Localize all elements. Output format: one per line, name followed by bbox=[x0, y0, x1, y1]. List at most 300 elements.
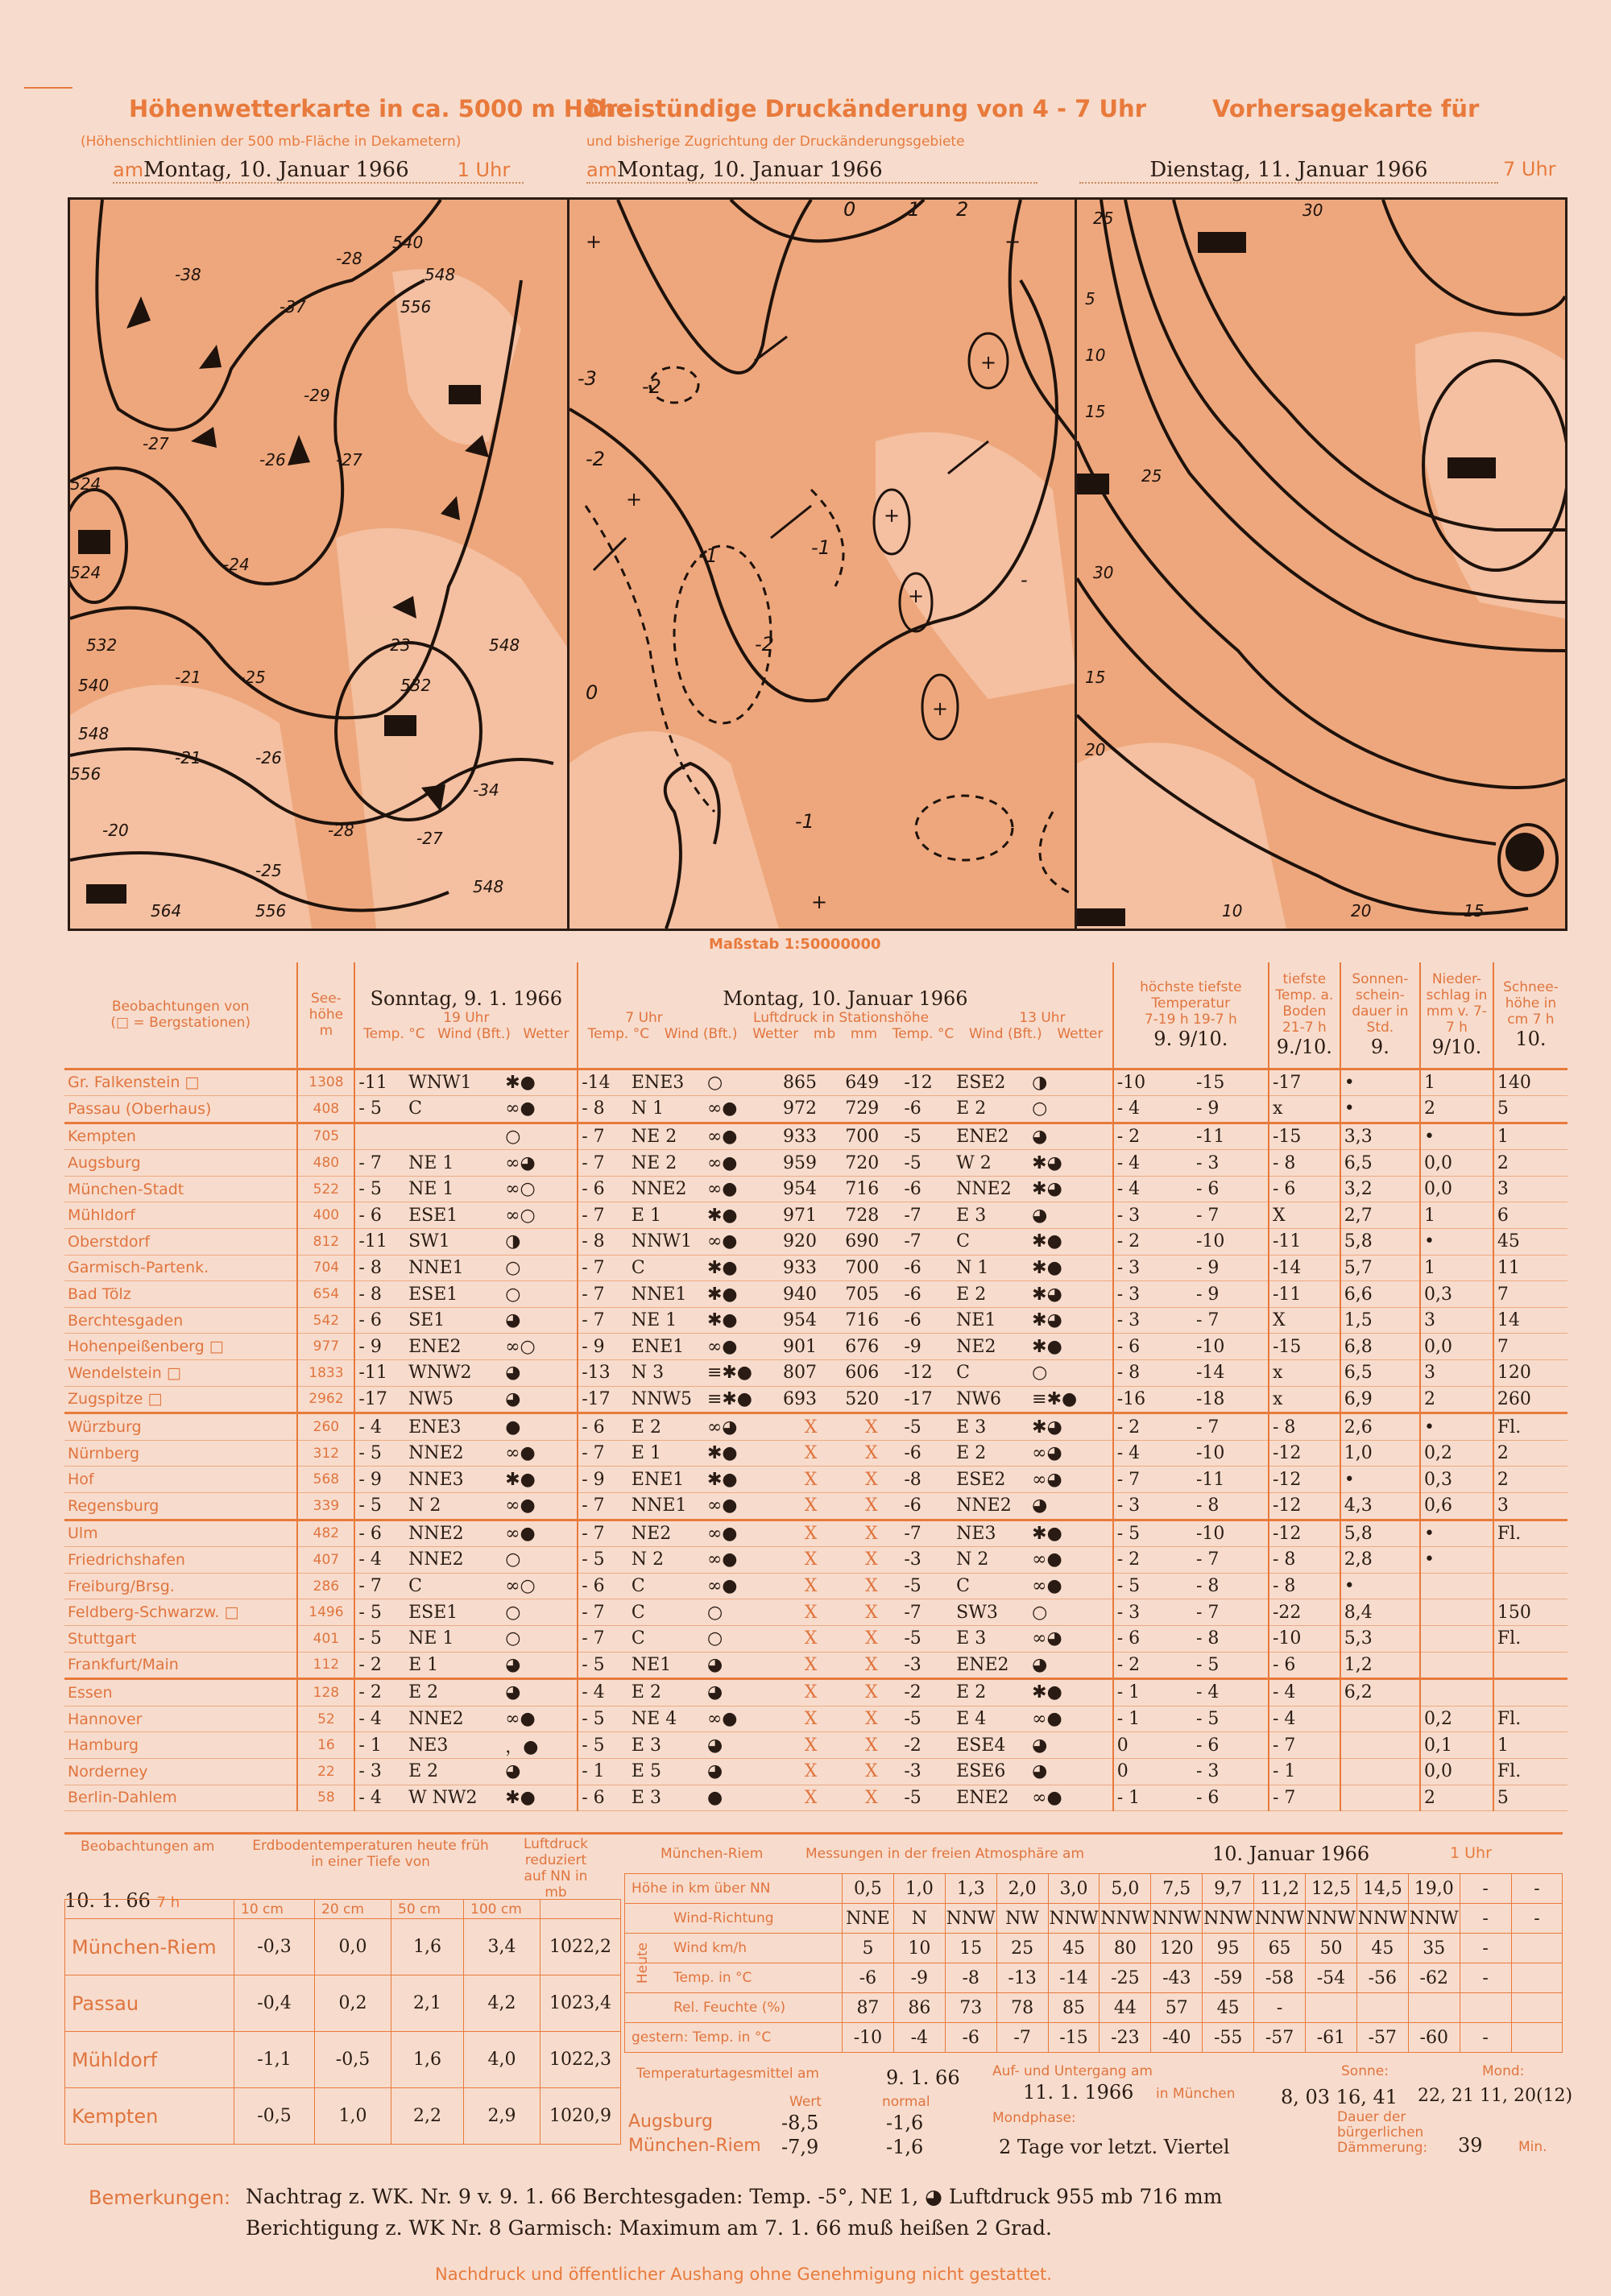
cell-sun: 6,5 bbox=[1340, 1150, 1420, 1177]
sunshine-day: 9. bbox=[1370, 1036, 1389, 1059]
cell-w7: NE 2 bbox=[628, 1123, 704, 1150]
cell-t13: -7 bbox=[901, 1599, 953, 1626]
cell-w7: NNE2 bbox=[628, 1176, 704, 1202]
cell-t13: -9 bbox=[901, 1334, 953, 1360]
soil-station-name: Kempten bbox=[65, 2088, 234, 2145]
cell-wx19: ∞● bbox=[502, 1440, 578, 1467]
cell-mb: 933 bbox=[780, 1255, 842, 1281]
cell-h: 128 bbox=[297, 1679, 354, 1706]
depth-20: 20 cm bbox=[315, 1900, 391, 1919]
cell-t19: - 3 bbox=[354, 1758, 405, 1785]
cell-w13: ESE2 bbox=[953, 1467, 1029, 1493]
cell-tmin: -11 bbox=[1193, 1123, 1269, 1150]
cell-w7: C bbox=[628, 1625, 704, 1652]
cell-tmax: - 4 bbox=[1113, 1440, 1193, 1467]
cell-w13: E 4 bbox=[953, 1706, 1029, 1732]
remarks-line-2: Berichtigung z. WK Nr. 8 Garmisch: Maximum am 7. 1. 66 muß heißen 2 Grad. bbox=[246, 2216, 1052, 2240]
soil-temp-value: 4,0 bbox=[464, 2032, 540, 2088]
cell-w13: NNE2 bbox=[953, 1493, 1029, 1520]
cell-w7: C bbox=[628, 1573, 704, 1599]
cell-wx19: ∞○ bbox=[502, 1202, 578, 1229]
cell-mm: X bbox=[842, 1706, 901, 1732]
cell-w13: ESE2 bbox=[953, 1069, 1029, 1096]
cell-tmin: - 3 bbox=[1193, 1150, 1269, 1177]
cell-tmax: - 6 bbox=[1113, 1625, 1193, 1652]
cell-sun: 1,5 bbox=[1340, 1307, 1420, 1334]
cell-tg: - 8 bbox=[1269, 1413, 1340, 1441]
cell-tg: -22 bbox=[1269, 1599, 1340, 1626]
cell-t13: -2 bbox=[901, 1732, 953, 1759]
cell-tmax: - 4 bbox=[1113, 1096, 1193, 1123]
cell-sn: 3 bbox=[1493, 1176, 1568, 1202]
aloft-body bbox=[625, 1874, 1563, 2053]
station-row bbox=[64, 1625, 1568, 1652]
aloft-value: - bbox=[1511, 1874, 1563, 1904]
station-row bbox=[64, 1360, 1568, 1387]
svg-text:+: + bbox=[884, 504, 901, 527]
station-row bbox=[64, 1467, 1568, 1493]
cell-sn: 5 bbox=[1493, 1096, 1568, 1123]
svg-text:-26: -26 bbox=[259, 450, 286, 470]
aloft-row-label: Temp. in °C bbox=[625, 1963, 843, 1993]
snow-label: Schnee-höhe in cm 7 h bbox=[1503, 979, 1559, 1028]
cell-sn: 6 bbox=[1493, 1202, 1568, 1229]
cell-tg: -15 bbox=[1269, 1334, 1340, 1360]
station-name: Augsburg bbox=[64, 1150, 297, 1177]
soil-station-name: Passau bbox=[65, 1975, 234, 2032]
cell-w19: C bbox=[405, 1573, 502, 1599]
cell-mb: 807 bbox=[780, 1360, 842, 1387]
svg-text:10: 10 bbox=[1222, 901, 1243, 920]
cell-tmax: 0 bbox=[1113, 1732, 1193, 1759]
cell-tmin: - 6 bbox=[1193, 1785, 1269, 1811]
station-row bbox=[64, 1096, 1568, 1123]
svg-text:5: 5 bbox=[1085, 289, 1095, 308]
cell-w13: W 2 bbox=[953, 1150, 1029, 1177]
height-col-header bbox=[297, 962, 354, 1069]
cell-wx13: ✱◕ bbox=[1029, 1176, 1113, 1202]
cell-t19: - 5 bbox=[354, 1493, 405, 1520]
station-row bbox=[64, 1386, 1568, 1413]
cell-h: 812 bbox=[297, 1229, 354, 1256]
cell-mb: 901 bbox=[780, 1334, 842, 1360]
aloft-row-dir bbox=[625, 1904, 1563, 1934]
soil-temp-value: 4,2 bbox=[464, 1975, 540, 2032]
aloft-row-label: Wind-Richtung bbox=[625, 1904, 843, 1934]
cell-sun: • bbox=[1340, 1467, 1420, 1493]
aloft-time: 1 Uhr bbox=[1450, 1844, 1492, 1862]
upper-air-map bbox=[68, 197, 572, 931]
cell-tmax: - 3 bbox=[1113, 1202, 1193, 1229]
cell-w19: NE 1 bbox=[405, 1625, 502, 1652]
aloft-value: - bbox=[1460, 1904, 1511, 1934]
station-row bbox=[64, 1732, 1568, 1759]
cell-t13: -5 bbox=[901, 1123, 953, 1150]
cell-wx19: ○ bbox=[502, 1547, 578, 1574]
ground-span: 21-7 h bbox=[1282, 1020, 1327, 1036]
station-name: Hof bbox=[64, 1467, 297, 1493]
aloft-value bbox=[1356, 1993, 1408, 2023]
cell-sun: 6,5 bbox=[1340, 1360, 1420, 1387]
svg-text:15: 15 bbox=[1085, 668, 1106, 687]
cell-sun: • bbox=[1340, 1573, 1420, 1599]
cell-wx13: ✱● bbox=[1029, 1520, 1113, 1547]
mean-row-augsburg: Augsburg bbox=[628, 2112, 713, 2132]
aloft-value: NNW bbox=[1100, 1904, 1151, 1934]
station-row bbox=[64, 1706, 1568, 1732]
twilight-unit: Min. bbox=[1518, 2139, 1547, 2155]
cell-wx19: ○ bbox=[502, 1625, 578, 1652]
cell-t7: - 7 bbox=[578, 1440, 628, 1467]
temp-label: Temp. °C bbox=[892, 1026, 955, 1043]
cell-mb: 972 bbox=[780, 1096, 842, 1123]
svg-text:-1: -1 bbox=[811, 536, 830, 559]
cell-t7: - 7 bbox=[578, 1123, 628, 1150]
cell-wx19: ∞○ bbox=[502, 1176, 578, 1202]
cell-tmax: - 1 bbox=[1113, 1785, 1193, 1811]
cell-pr bbox=[1420, 1599, 1493, 1626]
aloft-row-yest bbox=[625, 2023, 1563, 2053]
aloft-value: -4 bbox=[893, 2023, 945, 2053]
aloft-row-speed bbox=[625, 1934, 1563, 1963]
cell-wx7: ○ bbox=[704, 1599, 780, 1626]
aloft-value: 57 bbox=[1151, 1993, 1203, 2023]
cell-sun: 5,7 bbox=[1340, 1255, 1420, 1281]
cell-tmax: - 1 bbox=[1113, 1706, 1193, 1732]
remarks-label: Bemerkungen: bbox=[89, 2186, 231, 2209]
aloft-value bbox=[1511, 1993, 1563, 2023]
cell-pr: 0,3 bbox=[1420, 1281, 1493, 1308]
svg-text:-28: -28 bbox=[328, 821, 354, 840]
cell-w7: E 2 bbox=[628, 1413, 704, 1441]
max-label: höchste bbox=[1140, 979, 1195, 996]
cell-w7: NE1 bbox=[628, 1652, 704, 1679]
cell-t19: - 4 bbox=[354, 1547, 405, 1574]
cell-mm: X bbox=[842, 1732, 901, 1759]
svg-text:25: 25 bbox=[1141, 466, 1162, 486]
cell-wx19: ∞● bbox=[502, 1493, 578, 1520]
cell-t19: - 7 bbox=[354, 1150, 405, 1177]
cell-wx13: ◕ bbox=[1029, 1202, 1113, 1229]
station-name: Friedrichshafen bbox=[64, 1547, 297, 1574]
aloft-station: München-Riem bbox=[661, 1846, 764, 1862]
cell-mm: X bbox=[842, 1573, 901, 1599]
cell-t19: - 5 bbox=[354, 1625, 405, 1652]
cell-mb: X bbox=[780, 1493, 842, 1520]
cell-pr: 0,2 bbox=[1420, 1440, 1493, 1467]
aloft-value: 85 bbox=[1048, 1993, 1100, 2023]
reduced-pressure-value: 1020,9 bbox=[540, 2088, 621, 2145]
aloft-value bbox=[1460, 1993, 1511, 2023]
cell-w13: E 2 bbox=[953, 1281, 1029, 1308]
obs-header-row bbox=[64, 962, 1568, 1069]
cell-h: 112 bbox=[297, 1652, 354, 1679]
cell-tg: X bbox=[1269, 1307, 1340, 1334]
cell-wx7: ∞● bbox=[704, 1493, 780, 1520]
cell-mb: 954 bbox=[780, 1176, 842, 1202]
cell-mb: X bbox=[780, 1732, 842, 1759]
forecast-map bbox=[1075, 197, 1568, 931]
cell-w19: NW5 bbox=[405, 1386, 502, 1413]
cell-w19: NNE2 bbox=[405, 1440, 502, 1467]
soil-station-name: München-Riem bbox=[65, 1919, 234, 1975]
map1-subtitle: (Höhenschichtlinien der 500 mb-Fläche in Dekametern) bbox=[81, 134, 462, 150]
cell-wx13: ○ bbox=[1029, 1599, 1113, 1626]
cell-wx7: ○ bbox=[704, 1069, 780, 1096]
cell-pr: 0,0 bbox=[1420, 1758, 1493, 1785]
cell-w13: E 2 bbox=[953, 1440, 1029, 1467]
cell-wx13: ◕ bbox=[1029, 1493, 1113, 1520]
cell-tmax: - 7 bbox=[1113, 1467, 1193, 1493]
cell-t19: - 4 bbox=[354, 1785, 405, 1811]
station-row bbox=[64, 1679, 1568, 1706]
cell-sn: 7 bbox=[1493, 1334, 1568, 1360]
cell-t19: - 5 bbox=[354, 1599, 405, 1626]
cell-sun: 2,7 bbox=[1340, 1202, 1420, 1229]
cell-mb: 954 bbox=[780, 1307, 842, 1334]
temp-extremes-header bbox=[1113, 962, 1269, 1069]
daily-mean-date: 9. 1. 66 bbox=[886, 2066, 960, 2089]
cell-w13: E 3 bbox=[953, 1202, 1029, 1229]
svg-text:+: + bbox=[586, 230, 603, 253]
ground-obs-label: Beobachtungen am bbox=[81, 1839, 215, 1855]
aloft-row-label: gestern: Temp. in °C bbox=[625, 2023, 843, 2053]
cell-t13: -3 bbox=[901, 1547, 953, 1574]
map1-title: Höhenwetterkarte in ca. 5000 m Höhe bbox=[129, 95, 632, 122]
aloft-value: 7,5 bbox=[1151, 1874, 1203, 1904]
map2-title: Dreistündige Druckänderung von 4 - 7 Uhr bbox=[586, 95, 1146, 122]
svg-text:25: 25 bbox=[1093, 209, 1114, 228]
cell-tg: - 8 bbox=[1269, 1573, 1340, 1599]
height-col-unit: m bbox=[319, 1023, 333, 1040]
svg-text:30: 30 bbox=[1302, 201, 1323, 220]
cell-w19: WNW1 bbox=[405, 1069, 502, 1096]
aloft-value: 73 bbox=[945, 1993, 996, 2023]
aloft-value: -59 bbox=[1203, 1963, 1254, 1993]
cell-t13: -2 bbox=[901, 1679, 953, 1706]
cell-sn: 14 bbox=[1493, 1307, 1568, 1334]
cell-t13: -7 bbox=[901, 1202, 953, 1229]
cell-sun: 5,3 bbox=[1340, 1625, 1420, 1652]
cell-mm: 649 bbox=[842, 1069, 901, 1096]
soil-temp-row bbox=[65, 2032, 621, 2088]
svg-text:-37: -37 bbox=[280, 297, 306, 316]
svg-text:-25: -25 bbox=[255, 861, 282, 880]
aloft-title: Messungen in der freien Atmosphäre am bbox=[806, 1846, 1085, 1862]
station-name: Nürnberg bbox=[64, 1440, 297, 1467]
cell-t19: - 8 bbox=[354, 1255, 405, 1281]
aloft-value: - bbox=[1460, 1963, 1511, 1993]
cell-mb: X bbox=[780, 1573, 842, 1599]
station-col-header bbox=[64, 962, 297, 1069]
svg-text:-27: -27 bbox=[336, 450, 362, 470]
cell-mb: 933 bbox=[780, 1123, 842, 1150]
cell-t7: - 7 bbox=[578, 1493, 628, 1520]
cell-t19: - 6 bbox=[354, 1307, 405, 1334]
aloft-value: -40 bbox=[1151, 2023, 1203, 2053]
pressure-change-map bbox=[567, 197, 1079, 931]
reduced-pressure-title: Luftdruck reduziert auf NN in mb bbox=[523, 1836, 589, 1901]
map1-date: Montag, 10. Januar 1966 bbox=[143, 158, 409, 182]
station-row bbox=[64, 1547, 1568, 1574]
station-name: Garmisch-Partenk. bbox=[64, 1255, 297, 1281]
cell-sn bbox=[1493, 1679, 1568, 1706]
cell-w13: ENE2 bbox=[953, 1123, 1029, 1150]
svg-text:-2: -2 bbox=[755, 633, 774, 656]
aloft-row-label: Wind km/h bbox=[625, 1934, 843, 1963]
cell-h: 977 bbox=[297, 1334, 354, 1360]
cell-wx13: ∞◕ bbox=[1029, 1467, 1113, 1493]
cell-sun bbox=[1340, 1758, 1420, 1785]
aloft-value: 45 bbox=[1356, 1934, 1408, 1963]
svg-text:15: 15 bbox=[1085, 402, 1106, 421]
cell-h: 480 bbox=[297, 1150, 354, 1177]
soil-temp-value: 2,2 bbox=[391, 2088, 464, 2145]
cell-mb: 971 bbox=[780, 1202, 842, 1229]
cell-w13: NNE2 bbox=[953, 1176, 1029, 1202]
aloft-value: NNW bbox=[1203, 1904, 1254, 1934]
remarks-line-1: Nachtrag z. WK. Nr. 9 v. 9. 1. 66 Berchtesgaden: Temp. -5°, NE 1, ◕ Luftdruck 955 mb 716 mm bbox=[246, 2185, 1223, 2208]
cell-tg: -12 bbox=[1269, 1440, 1340, 1467]
sunrise-where: in München bbox=[1156, 2086, 1236, 2102]
cell-wx7: ∞● bbox=[704, 1150, 780, 1177]
cell-w7: E 1 bbox=[628, 1440, 704, 1467]
aloft-value: 120 bbox=[1151, 1934, 1203, 1963]
svg-text:556: 556 bbox=[255, 901, 287, 920]
aloft-value: -7 bbox=[996, 2023, 1048, 2053]
cell-wx13: ◕ bbox=[1029, 1652, 1113, 1679]
cell-wx7: ∞● bbox=[704, 1547, 780, 1574]
cell-w19: NNE2 bbox=[405, 1520, 502, 1547]
cell-tg: -10 bbox=[1269, 1625, 1340, 1652]
cell-mb: 959 bbox=[780, 1150, 842, 1177]
cell-w19: E 2 bbox=[405, 1758, 502, 1785]
cell-w19: ENE2 bbox=[405, 1334, 502, 1360]
cell-mb: 865 bbox=[780, 1069, 842, 1096]
station-name: Mühldorf bbox=[64, 1202, 297, 1229]
station-row bbox=[64, 1652, 1568, 1679]
cell-h: 482 bbox=[297, 1520, 354, 1547]
mean-augsburg-normal: -1,6 bbox=[886, 2112, 924, 2134]
cell-t7: - 9 bbox=[578, 1467, 628, 1493]
cell-wx13: ✱◕ bbox=[1029, 1413, 1113, 1441]
height-col-label: See-höhe bbox=[309, 991, 344, 1024]
station-name: Norderney bbox=[64, 1758, 297, 1785]
cell-pr: 0,6 bbox=[1420, 1493, 1493, 1520]
wetter-label: Wetter bbox=[752, 1026, 799, 1043]
cell-mm: X bbox=[842, 1625, 901, 1652]
cell-t7: - 7 bbox=[578, 1150, 628, 1177]
mm-label: mm bbox=[850, 1026, 878, 1043]
svg-text:540: 540 bbox=[392, 233, 424, 252]
sunday-time: 19 Uhr bbox=[443, 1010, 490, 1027]
svg-text:548: 548 bbox=[473, 877, 504, 896]
cell-t19: -11 bbox=[354, 1229, 405, 1256]
cell-w19: NE 1 bbox=[405, 1176, 502, 1202]
depth-empty bbox=[65, 1900, 234, 1919]
cell-sn: 150 bbox=[1493, 1599, 1568, 1626]
svg-text:30: 30 bbox=[1093, 563, 1114, 582]
cell-tg: -17 bbox=[1269, 1069, 1340, 1096]
cell-tmax: - 2 bbox=[1113, 1547, 1193, 1574]
sunrise-date: 11. 1. 1966 bbox=[1023, 2081, 1134, 2104]
station-name: Berchtesgaden bbox=[64, 1307, 297, 1334]
cell-mm: X bbox=[842, 1467, 901, 1493]
am-label: am bbox=[586, 159, 618, 181]
aloft-value: -61 bbox=[1306, 2023, 1357, 2053]
cell-wx13: ◕ bbox=[1029, 1123, 1113, 1150]
cell-mm: 728 bbox=[842, 1202, 901, 1229]
aloft-value: -6 bbox=[945, 2023, 996, 2053]
aloft-value bbox=[1511, 1934, 1563, 1963]
cell-tmin: - 5 bbox=[1193, 1706, 1269, 1732]
cell-pr: • bbox=[1420, 1547, 1493, 1574]
station-name: Hohenpeißenberg □ bbox=[64, 1334, 297, 1360]
cell-t19: - 4 bbox=[354, 1413, 405, 1441]
map-scale: Maßstab 1:50000000 bbox=[709, 936, 881, 953]
aloft-value: NNW bbox=[1048, 1904, 1100, 1934]
aloft-value: 86 bbox=[893, 1993, 945, 2023]
cell-t7: - 5 bbox=[578, 1732, 628, 1759]
cell-mb: X bbox=[780, 1520, 842, 1547]
map3-dateline bbox=[1079, 158, 1498, 184]
cell-sun: • bbox=[1340, 1096, 1420, 1123]
cell-w19: NE 1 bbox=[405, 1150, 502, 1177]
cell-wx7: ✱● bbox=[704, 1307, 780, 1334]
cell-sun: 4,3 bbox=[1340, 1493, 1420, 1520]
svg-text:+: + bbox=[626, 488, 643, 511]
sonne-label: Sonne: bbox=[1341, 2063, 1389, 2079]
cell-wx19: ◕ bbox=[502, 1307, 578, 1334]
cell-wx19: ○ bbox=[502, 1255, 578, 1281]
station-row bbox=[64, 1520, 1568, 1547]
svg-text:+: + bbox=[932, 697, 949, 720]
cell-tmax: - 5 bbox=[1113, 1520, 1193, 1547]
temp-label: Temp. °C bbox=[587, 1026, 650, 1043]
soil-temp-value: 3,4 bbox=[464, 1919, 540, 1975]
aloft-value: 95 bbox=[1203, 1934, 1254, 1963]
cell-wx13: ✱● bbox=[1029, 1679, 1113, 1706]
svg-text:10: 10 bbox=[1085, 345, 1106, 365]
cell-t19: - 6 bbox=[354, 1520, 405, 1547]
cell-w13: NE2 bbox=[953, 1334, 1029, 1360]
cell-t19: -11 bbox=[354, 1360, 405, 1387]
cell-wx7: ◕ bbox=[704, 1679, 780, 1706]
daily-mean-label: Temperaturtagesmittel am bbox=[636, 2066, 819, 2082]
station-name: Gr. Falkenstein □ bbox=[64, 1069, 297, 1096]
cell-t7: - 7 bbox=[578, 1599, 628, 1626]
aloft-value: 1,0 bbox=[893, 1874, 945, 1904]
aloft-value: 1,3 bbox=[945, 1874, 996, 1904]
cell-sun: 1,0 bbox=[1340, 1440, 1420, 1467]
cell-t13: -5 bbox=[901, 1625, 953, 1652]
soil-temp-title: Erdbodentemperaturen heute früh in einer Tiefe von bbox=[252, 1838, 489, 1870]
station-name: Frankfurt/Main bbox=[64, 1652, 297, 1679]
sunday-date: Sonntag, 9. 1. 1966 bbox=[370, 987, 563, 1011]
station-row bbox=[64, 1202, 1568, 1229]
reduced-pressure-value: 1022,3 bbox=[540, 2032, 621, 2088]
cell-sun bbox=[1340, 1706, 1420, 1732]
cell-tmin: - 5 bbox=[1193, 1652, 1269, 1679]
aloft-value: -25 bbox=[1100, 1963, 1151, 1993]
station-row bbox=[64, 1573, 1568, 1599]
svg-text:-3: -3 bbox=[578, 367, 597, 390]
cell-sn: 1 bbox=[1493, 1123, 1568, 1150]
aloft-value: 14,5 bbox=[1356, 1874, 1408, 1904]
cell-sn: 2 bbox=[1493, 1440, 1568, 1467]
soil-temp-value: 2,1 bbox=[391, 1975, 464, 2032]
cell-mb: X bbox=[780, 1679, 842, 1706]
